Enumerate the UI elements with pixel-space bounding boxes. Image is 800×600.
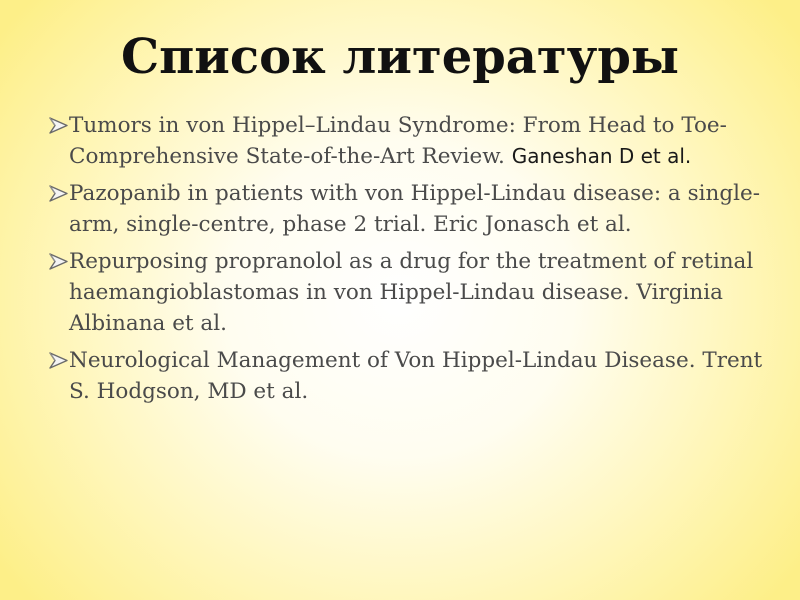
arrowhead-bullet-icon	[48, 178, 70, 209]
reference-item	[48, 178, 778, 240]
arrowhead-bullet-icon	[48, 246, 70, 277]
reference-item	[48, 345, 778, 407]
reference-item	[48, 246, 778, 339]
reference-text: Neurological Management of Von Hippel-Lindau Disease. Trent S. Hodgson, MD et al.	[69, 348, 763, 404]
reference-text: Tumors in von Hippel–Lindau Syndrome: From Head to Toe-Comprehensive State-of-the-Art Review.	[69, 113, 727, 169]
arrowhead-bullet-icon	[48, 345, 70, 376]
slide-title: Список литературы	[120, 29, 680, 85]
reference-item	[48, 110, 778, 172]
reference-text: Repurposing propranolol as a drug for the treatment of retinal haemangioblastomas in von Hippel-Lindau disease. Virginia Albinana et al.	[69, 249, 754, 336]
reference-author: Ganeshan D et al.	[511, 144, 692, 168]
reference-text: Pazopanib in patients with von Hippel-Lindau disease: a single-arm, single-centre, phase 2 trial. Eric Jonasch et al.	[69, 181, 760, 237]
reference-list	[48, 110, 778, 413]
arrowhead-bullet-icon	[48, 110, 70, 141]
